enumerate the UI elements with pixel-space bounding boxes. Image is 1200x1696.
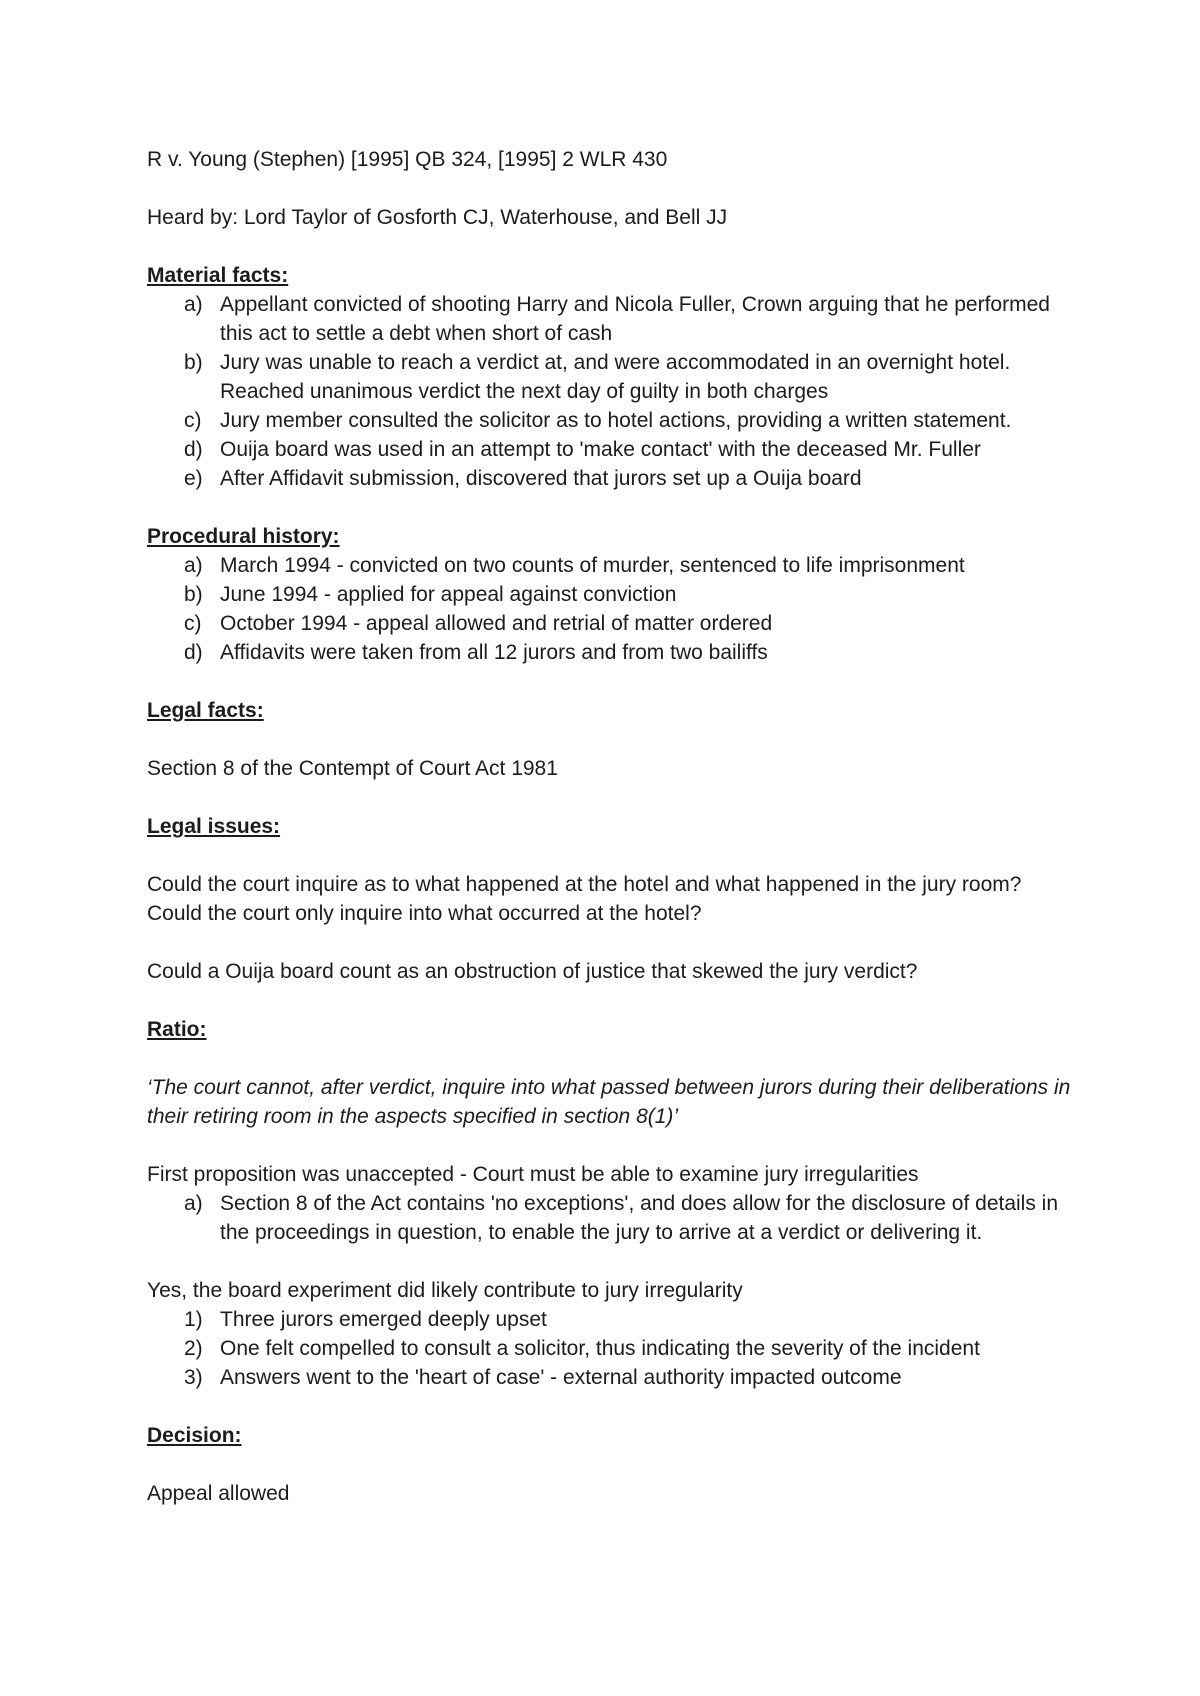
list-item-text: Appellant convicted of shooting Harry and Nicola Fuller, Crown arguing that he performed this act to settle a debt when short of cash [220,293,1050,345]
list-marker: c) [184,612,202,635]
list-marker: 1) [184,1308,203,1331]
list-item [147,638,1077,667]
list-marker: a) [184,1192,203,1215]
list-marker: 3) [184,1366,203,1389]
list-item [147,290,1077,348]
list-item-text: Ouija board was used in an attempt to 'make contact' with the deceased Mr. Fuller [220,438,981,461]
list-marker: c) [184,409,202,432]
list-marker: 2) [184,1337,203,1360]
list-item-text: Jury member consulted the solicitor as to hotel actions, providing a written statement. [220,409,1012,432]
legal-issue-question: Could the court inquire as to what happened at the hotel and what happened in the jury room? Could the court only inquire into what occurred at the hotel? [147,873,1022,925]
legal-issues-heading: Legal issues: [147,815,281,838]
list-item [147,580,1077,609]
material-facts-heading: Material facts: [147,264,289,287]
legal-issue-question: Could a Ouija board count as an obstruction of justice that skewed the jury verdict? [147,960,918,983]
list-marker: a) [184,554,203,577]
heard-by: Heard by: Lord Taylor of Gosforth CJ, Waterhouse, and Bell JJ [147,206,728,229]
second-proposition: Yes, the board experiment did likely contribute to jury irregularity [147,1279,743,1302]
decision-heading: Decision: [147,1424,242,1447]
procedural-history-list [147,551,1077,667]
list-item [147,1363,1077,1392]
list-item [147,435,1077,464]
list-marker: a) [184,293,203,316]
list-item [147,551,1077,580]
list-item [147,1334,1077,1363]
list-item-text: Jury was unable to reach a verdict at, and were accommodated in an overnight hotel. Reached unanimous verdict the next day of guilty in both charges [220,351,1011,403]
list-item [147,1305,1077,1334]
list-item [147,1189,1077,1247]
list-item-text: Section 8 of the Act contains 'no exceptions', and does allow for the disclosure of details in the proceedings in question, to enable the jury to arrive at a verdict or delivering it. [220,1192,1059,1244]
list-item [147,406,1077,435]
legal-facts-heading: Legal facts: [147,699,264,722]
list-item-text: June 1994 - applied for appeal against conviction [220,583,677,606]
list-marker: d) [184,641,203,664]
second-proposition-list [147,1305,1077,1392]
ratio-quote: ‘The court cannot, after verdict, inquire into what passed between jurors during their deliberations in their retiring room in the aspects specified in section 8(1)’ [147,1076,1071,1128]
list-item-text: Three jurors emerged deeply upset [220,1308,547,1331]
list-item [147,348,1077,406]
document-page [147,145,1077,1508]
list-item-text: October 1994 - appeal allowed and retrial of matter ordered [220,612,773,635]
list-marker: b) [184,351,203,374]
first-proposition-list [147,1189,1077,1247]
list-item-text: One felt compelled to consult a solicitor, thus indicating the severity of the incident [220,1337,980,1360]
list-item-text: Affidavits were taken from all 12 jurors and from two bailiffs [220,641,768,664]
material-facts-list [147,290,1077,493]
decision-text: Appeal allowed [147,1482,290,1505]
list-marker: b) [184,583,203,606]
list-item [147,464,1077,493]
list-item [147,609,1077,638]
case-citation: R v. Young (Stephen) [1995] QB 324, [1995] 2 WLR 430 [147,148,668,171]
list-item-text: After Affidavit submission, discovered that jurors set up a Ouija board [220,467,862,490]
first-proposition: First proposition was unaccepted - Court must be able to examine jury irregularities [147,1163,919,1186]
list-marker: e) [184,467,203,490]
list-marker: d) [184,438,203,461]
ratio-heading: Ratio: [147,1018,207,1041]
list-item-text: March 1994 - convicted on two counts of murder, sentenced to life imprisonment [220,554,965,577]
list-item-text: Answers went to the 'heart of case' - external authority impacted outcome [220,1366,902,1389]
procedural-history-heading: Procedural history: [147,525,340,548]
legal-facts-text: Section 8 of the Contempt of Court Act 1981 [147,757,558,780]
